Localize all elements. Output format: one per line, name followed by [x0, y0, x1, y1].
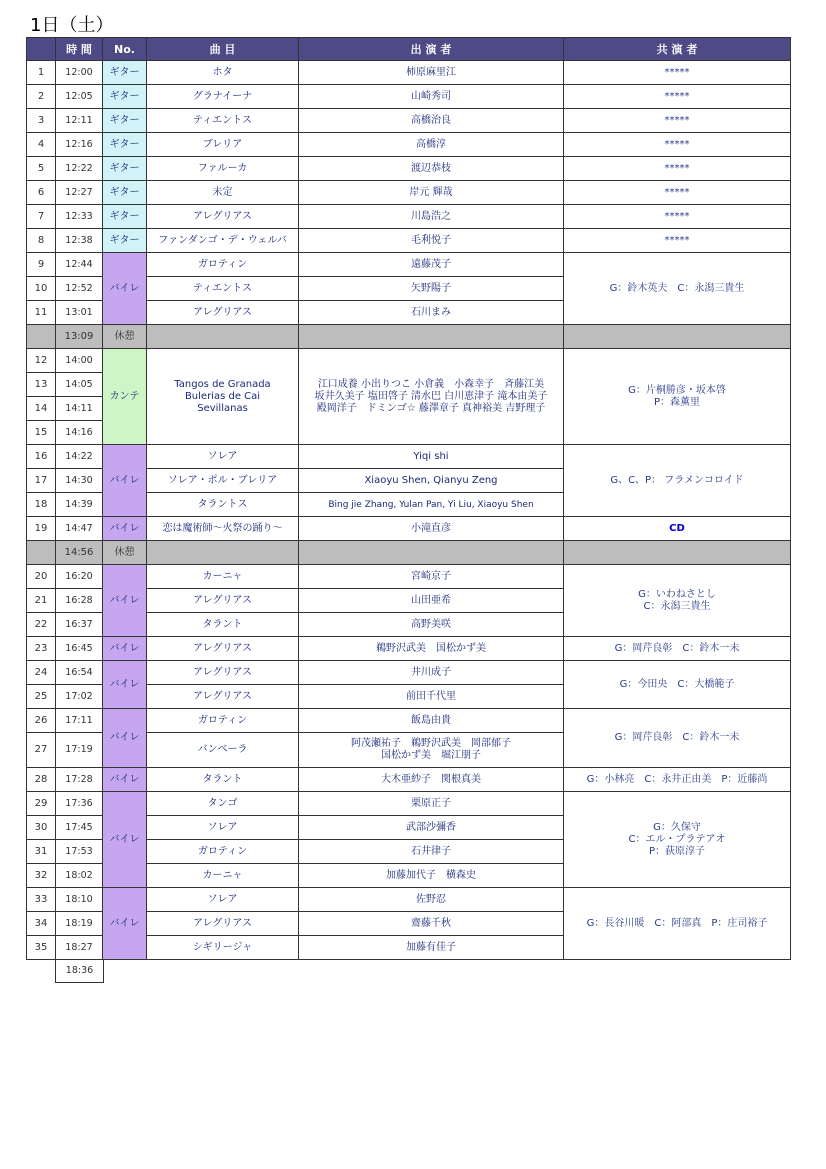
row-performer: Xiaoyu Shen, Qianyu Zeng [299, 469, 564, 493]
row-time: 17:53 [56, 840, 103, 864]
row-song: アレグリアス [147, 685, 299, 709]
row-performer: Bing jie Zhang, Yulan Pan, Yi Liu, Xiaoyu Shen [299, 493, 564, 517]
row-time: 17:28 [56, 768, 103, 792]
row-performer: 加藤加代子 横森史 [299, 864, 564, 888]
break-label: 休憩 [103, 541, 147, 565]
row-number: 35 [27, 936, 56, 960]
table-row [27, 229, 791, 253]
header-row [27, 38, 791, 61]
table-row [27, 792, 791, 816]
kante-coperformers [564, 349, 791, 445]
row-time: 12:33 [56, 205, 103, 229]
row-time: 12:11 [56, 109, 103, 133]
kante-performer-line: 殿岡洋子 ドミンゴ☆ 藤澤章子 真神裕美 吉野理子 [316, 402, 546, 414]
header-performer: 出 演 者 [299, 38, 564, 61]
row-coperformer: CD [564, 517, 791, 541]
row-performer: 渡辺恭枝 [299, 157, 564, 181]
row-coperformer: ***** [564, 61, 791, 85]
row-performer: 山崎秀司 [299, 85, 564, 109]
row-song: バンベーラ [147, 733, 299, 768]
row-number: 9 [27, 253, 56, 277]
row-coperformer: G：今田央 C：大橋範子 [564, 661, 791, 709]
row-performer: 高橋淳 [299, 133, 564, 157]
row-time: 14:39 [56, 493, 103, 517]
row-time: 16:54 [56, 661, 103, 685]
table-row [27, 349, 791, 373]
table-row [27, 445, 791, 469]
row-song: アレグリアス [147, 589, 299, 613]
row-number: 28 [27, 768, 56, 792]
row-time: 18:19 [56, 912, 103, 936]
performer-line: 国松かず美 堀江朋子 [381, 750, 481, 761]
row-performer: 毛利悦子 [299, 229, 564, 253]
row-song: ソレア [147, 888, 299, 912]
row-performer: 飯島由貴 [299, 709, 564, 733]
kante-co-line: G：片桐勝彦・坂本啓 [628, 384, 726, 396]
row-song: ガロティン [147, 709, 299, 733]
row-song: ソレア・ポル・ブレリア [147, 469, 299, 493]
break-blank [147, 325, 299, 349]
table-row [27, 768, 791, 792]
row-number: 16 [27, 445, 56, 469]
row-number: 12 [27, 349, 56, 373]
row-category: ギター [103, 229, 147, 253]
row-number: 32 [27, 864, 56, 888]
row-song: 恋は魔術師～火祭の踊り～ [147, 517, 299, 541]
row-time: 12:38 [56, 229, 103, 253]
row-number: 5 [27, 157, 56, 181]
row-time: 14:00 [56, 349, 103, 373]
co-line: C：永潟三貴生 [643, 600, 711, 612]
row-song: カーニャ [147, 864, 299, 888]
row-time: 17:11 [56, 709, 103, 733]
row-number: 1 [27, 61, 56, 85]
table-row [27, 661, 791, 685]
table-row [27, 517, 791, 541]
row-song: アレグリアス [147, 661, 299, 685]
row-time: 12:44 [56, 253, 103, 277]
header-song: 曲 目 [147, 38, 299, 61]
row-performer: 高野美咲 [299, 613, 564, 637]
row-performer: 齋藤千秋 [299, 912, 564, 936]
row-time: 12:22 [56, 157, 103, 181]
row-time: 16:45 [56, 637, 103, 661]
row-performer: 川島浩之 [299, 205, 564, 229]
break-blank [299, 325, 564, 349]
row-song: ソレア [147, 816, 299, 840]
row-song: カーニャ [147, 565, 299, 589]
row-number: 29 [27, 792, 56, 816]
row-time: 12:00 [56, 61, 103, 85]
row-coperformer: G：岡芹良彰 C：鈴木一未 [564, 709, 791, 768]
row-category: バイレ [103, 792, 147, 888]
table-row [27, 133, 791, 157]
row-performer: 大木亜紗子 関根真美 [299, 768, 564, 792]
row-coperformer: ***** [564, 133, 791, 157]
row-coperformer [564, 792, 791, 888]
break-blank [27, 541, 56, 565]
row-performer: 宮崎京子 [299, 565, 564, 589]
row-category: ギター [103, 205, 147, 229]
row-time: 16:37 [56, 613, 103, 637]
row-number: 18 [27, 493, 56, 517]
break-blank [564, 541, 791, 565]
table-row [27, 85, 791, 109]
break-blank [27, 325, 56, 349]
row-performer: 武部沙彌香 [299, 816, 564, 840]
row-performer: 小滝直彦 [299, 517, 564, 541]
row-time: 14:22 [56, 445, 103, 469]
row-category: バイレ [103, 445, 147, 517]
row-time: 12:52 [56, 277, 103, 301]
row-time: 17:45 [56, 816, 103, 840]
break-blank [564, 325, 791, 349]
row-number: 33 [27, 888, 56, 912]
row-category: バイレ [103, 888, 147, 960]
row-performer: 矢野陽子 [299, 277, 564, 301]
row-number: 8 [27, 229, 56, 253]
row-time: 17:19 [56, 733, 103, 768]
row-time: 16:28 [56, 589, 103, 613]
row-category: バイレ [103, 253, 147, 325]
row-number: 23 [27, 637, 56, 661]
row-time: 13:01 [56, 301, 103, 325]
break-time: 13:09 [56, 325, 103, 349]
row-song: ブレリア [147, 133, 299, 157]
row-song: ガロティン [147, 840, 299, 864]
row-coperformer: ***** [564, 85, 791, 109]
row-number: 21 [27, 589, 56, 613]
row-song: アレグリアス [147, 912, 299, 936]
row-number: 6 [27, 181, 56, 205]
kante-performer-line: 坂井久美子 塩田啓子 清水巴 白川恵津子 滝本由美子 [314, 390, 548, 402]
row-number: 17 [27, 469, 56, 493]
row-coperformer: ***** [564, 181, 791, 205]
row-performer: 栗原正子 [299, 792, 564, 816]
row-song: タンゴ [147, 792, 299, 816]
row-coperformer: G：長谷川暖 C：阿部真 P：庄司裕子 [564, 888, 791, 960]
row-time: 12:05 [56, 85, 103, 109]
row-time: 17:36 [56, 792, 103, 816]
row-song: タラント [147, 768, 299, 792]
kante-song: Bulerias de Cai [184, 390, 261, 402]
row-performer: 柿原麻里江 [299, 61, 564, 85]
table-row [27, 888, 791, 912]
row-song: グラナイーナ [147, 85, 299, 109]
row-performer: 石井律子 [299, 840, 564, 864]
row-song: ティエントス [147, 277, 299, 301]
row-number: 13 [27, 373, 56, 397]
table-row [27, 61, 791, 85]
row-performer: 山田亜希 [299, 589, 564, 613]
row-time: 18:10 [56, 888, 103, 912]
row-coperformer: ***** [564, 229, 791, 253]
row-category: カンテ [103, 349, 147, 445]
row-number: 26 [27, 709, 56, 733]
row-song: ファンダンゴ・デ・ウェルバ [147, 229, 299, 253]
table-row [27, 253, 791, 277]
row-performer: Yiqi shi [299, 445, 564, 469]
row-number: 19 [27, 517, 56, 541]
table-row [27, 157, 791, 181]
row-performer: 加藤有佳子 [299, 936, 564, 960]
row-number: 25 [27, 685, 56, 709]
row-performer [299, 733, 564, 768]
row-song: タラント [147, 613, 299, 637]
row-number: 11 [27, 301, 56, 325]
kante-co-line: P：森薫里 [653, 396, 701, 408]
row-number: 10 [27, 277, 56, 301]
row-song: ファルーカ [147, 157, 299, 181]
row-coperformer: G：小林亮 C：永井正由美 P：近藤尚 [564, 768, 791, 792]
row-time: 14:05 [56, 373, 103, 397]
row-number: 27 [27, 733, 56, 768]
end-time: 18:36 [55, 959, 104, 983]
row-performer: 井川成子 [299, 661, 564, 685]
row-performer: 遠藤茂子 [299, 253, 564, 277]
row-category: バイレ [103, 768, 147, 792]
row-number: 15 [27, 421, 56, 445]
row-performer: 前田千代里 [299, 685, 564, 709]
row-song: アレグリアス [147, 301, 299, 325]
header-time: 時 間 [56, 38, 103, 61]
row-number: 4 [27, 133, 56, 157]
table-row [27, 565, 791, 589]
row-song: タラントス [147, 493, 299, 517]
co-line: C：エル・プラテアオ [628, 833, 726, 845]
row-song: ソレア [147, 445, 299, 469]
row-number: 7 [27, 205, 56, 229]
kante-performers [299, 349, 564, 445]
row-category: ギター [103, 133, 147, 157]
row-performer: 鵜野沢武美 国松かず美 [299, 637, 564, 661]
co-line: G：久保守 [653, 821, 701, 833]
row-coperformer: ***** [564, 157, 791, 181]
row-coperformer: G、C、P： フラメンコロイド [564, 445, 791, 517]
row-number: 31 [27, 840, 56, 864]
row-performer: 岸元 輝哉 [299, 181, 564, 205]
table-row [27, 637, 791, 661]
table-row [27, 181, 791, 205]
header-no: No. [103, 38, 147, 61]
row-number: 22 [27, 613, 56, 637]
row-song: ティエントス [147, 109, 299, 133]
row-song: シギリージャ [147, 936, 299, 960]
break-label: 休憩 [103, 325, 147, 349]
kante-song: Tangos de Granada [174, 378, 271, 390]
row-song: アレグリアス [147, 205, 299, 229]
row-time: 18:27 [56, 936, 103, 960]
row-number: 30 [27, 816, 56, 840]
break-row [27, 325, 791, 349]
row-category: ギター [103, 157, 147, 181]
row-number: 34 [27, 912, 56, 936]
row-song: ガロティン [147, 253, 299, 277]
row-coperformer [564, 565, 791, 637]
co-line: P：荻原淳子 [648, 845, 706, 857]
header-cell [27, 38, 56, 61]
row-performer: 高橋治良 [299, 109, 564, 133]
kante-performer-line: 江口成養 小出りつこ 小倉義 小森幸子 斉藤江美 [317, 378, 545, 390]
kante-song: Sevillanas [197, 402, 248, 414]
table-row [27, 205, 791, 229]
row-coperformer: G：鈴木英夫 C：永潟三貴生 [564, 253, 791, 325]
row-time: 16:20 [56, 565, 103, 589]
performer-line: 阿茂瀬祐子 鵜野沢武美 岡部郁子 [351, 738, 511, 749]
break-time: 14:56 [56, 541, 103, 565]
co-line: G：いわねさとし [638, 588, 716, 600]
row-time: 18:02 [56, 864, 103, 888]
row-song: アレグリアス [147, 637, 299, 661]
row-number: 3 [27, 109, 56, 133]
row-category: ギター [103, 109, 147, 133]
row-time: 17:02 [56, 685, 103, 709]
row-performer: 佐野忍 [299, 888, 564, 912]
row-category: バイレ [103, 517, 147, 541]
row-number: 2 [27, 85, 56, 109]
row-number: 14 [27, 397, 56, 421]
row-time: 14:11 [56, 397, 103, 421]
row-number: 20 [27, 565, 56, 589]
header-coperformer: 共 演 者 [564, 38, 791, 61]
schedule-table [26, 37, 791, 960]
row-coperformer: ***** [564, 109, 791, 133]
row-time: 14:16 [56, 421, 103, 445]
row-time: 12:27 [56, 181, 103, 205]
break-row [27, 541, 791, 565]
row-coperformer: ***** [564, 205, 791, 229]
break-blank [299, 541, 564, 565]
row-time: 12:16 [56, 133, 103, 157]
row-category: ギター [103, 181, 147, 205]
row-song: 未定 [147, 181, 299, 205]
break-blank [147, 541, 299, 565]
kante-songs [147, 349, 299, 445]
page-title: 1日（土） [30, 15, 114, 36]
row-category: バイレ [103, 661, 147, 709]
table-row [27, 109, 791, 133]
row-category: ギター [103, 85, 147, 109]
row-number: 24 [27, 661, 56, 685]
row-song: ホタ [147, 61, 299, 85]
row-time: 14:30 [56, 469, 103, 493]
row-category: バイレ [103, 709, 147, 768]
row-category: バイレ [103, 565, 147, 637]
row-category: ギター [103, 61, 147, 85]
row-category: バイレ [103, 637, 147, 661]
row-coperformer: G：岡芹良彰 C：鈴木一未 [564, 637, 791, 661]
row-time: 14:47 [56, 517, 103, 541]
row-performer: 石川まみ [299, 301, 564, 325]
table-row [27, 709, 791, 733]
